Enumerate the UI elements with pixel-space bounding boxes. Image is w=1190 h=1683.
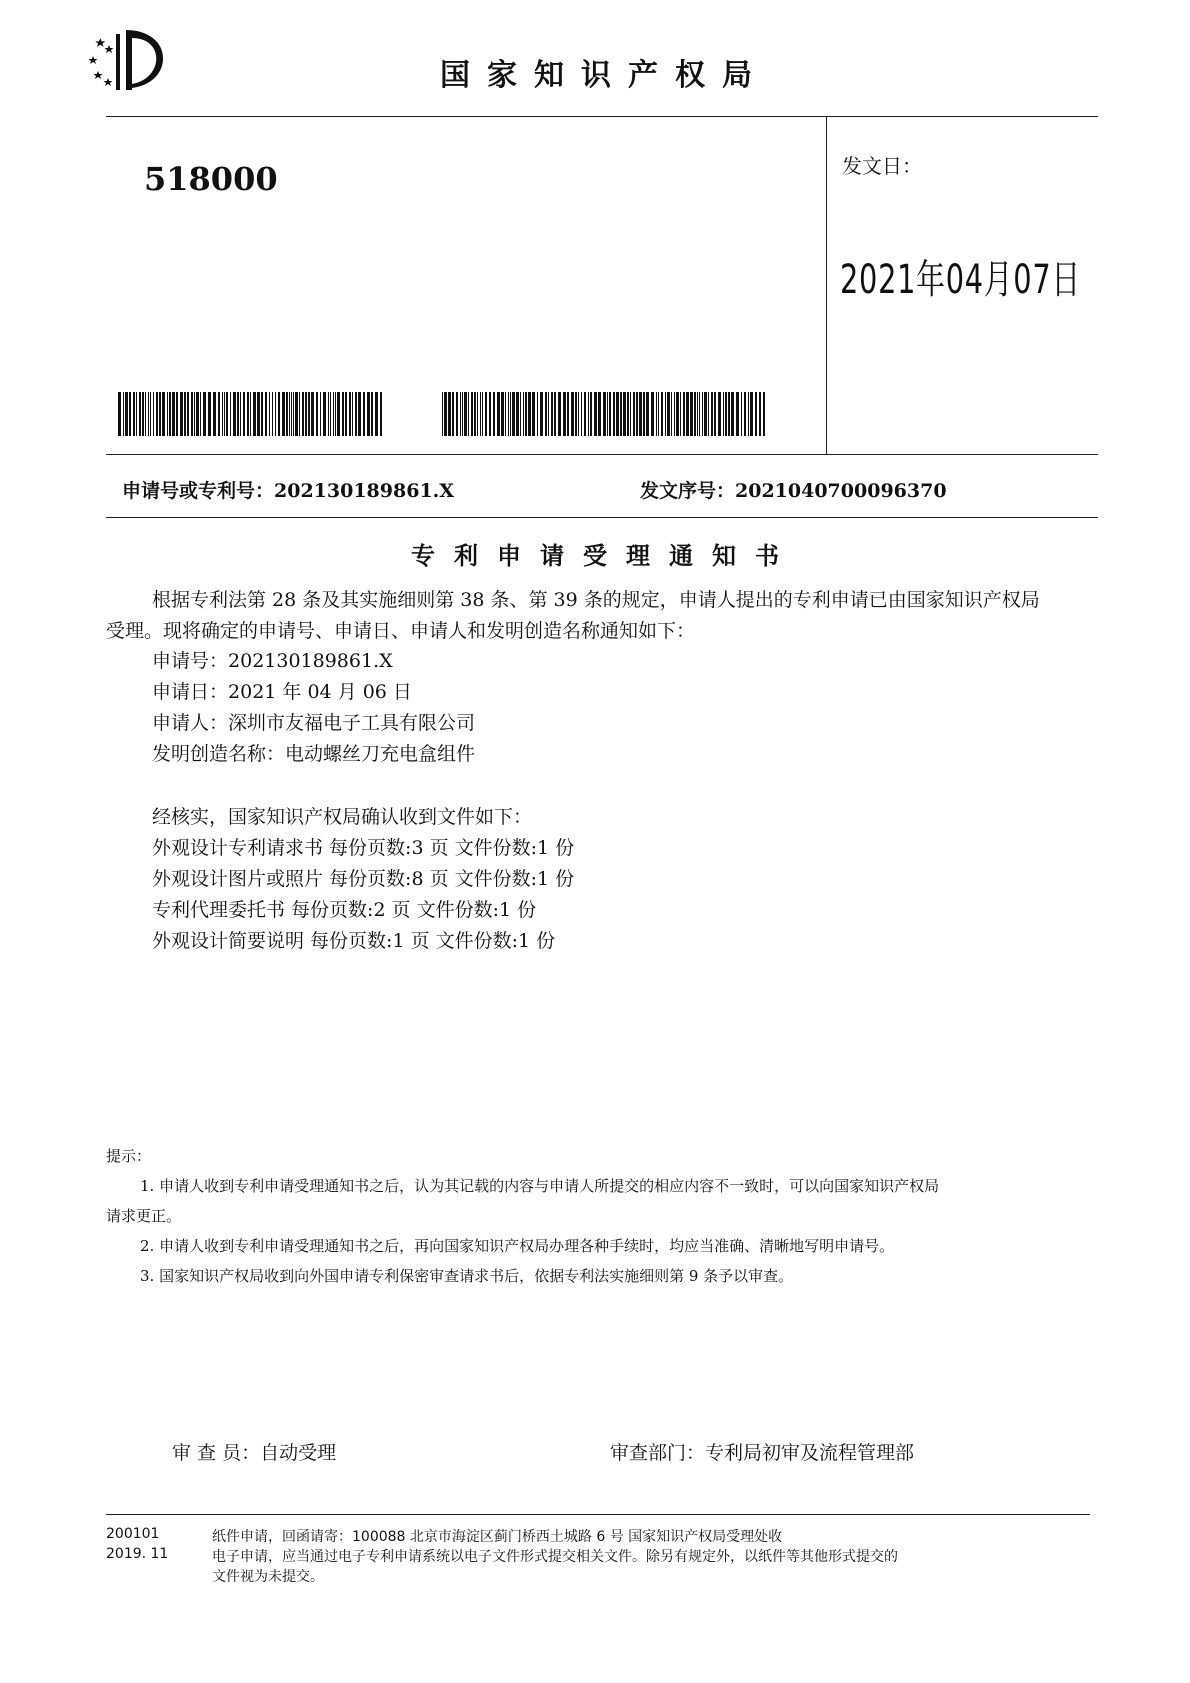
serial-number: 2021040700096370 [735,480,947,502]
barcode-bar [651,392,654,436]
footer-electronic-line-2: 文件视为未提交。 [212,1569,324,1585]
barcode-bar [551,392,553,436]
barcode-bar [176,392,178,436]
barcode-bar [607,392,608,436]
barcode-bar [203,392,206,436]
barcode-bar [480,392,481,436]
barcode-bar [153,392,154,436]
barcode-bar [468,392,469,436]
barcode-bar [702,392,703,436]
barcode-bar [704,392,707,436]
application-number-label: 申请号或专利号： [122,480,275,502]
barcode-bar [342,392,344,436]
barcode-bar [371,392,373,436]
date-column-divider [826,116,827,454]
barcode-bar [237,392,239,436]
barcode-bar [613,392,615,436]
barcode-bar [380,392,382,436]
barcode-bar [575,392,577,436]
department-value: 专利局初审及流程管理部 [705,1442,915,1464]
barcode-bar [293,392,294,436]
barcode-bar [456,392,458,436]
form-date: 2019. 11 [106,1546,169,1562]
barcode-bar [275,392,276,436]
document-item: 外观设计简要说明 每份页数:1 页 文件份数:1 份 [152,930,556,952]
barcode-bar [646,392,649,436]
examiner [172,1438,336,1465]
barcode-bar [750,392,753,436]
barcode-bar [187,392,189,436]
barcode-bar [448,392,451,436]
barcode-bar [464,392,467,436]
barcode-bar [508,392,509,436]
barcode-bar [250,392,251,436]
notice-title: 专利申请受理通知书 [411,542,798,570]
field-label: 发明创造名称： [152,743,286,765]
barcode-bar [633,392,635,436]
barcode-bar [656,392,657,436]
intro-line-1: 根据专利法第 28 条及其实施细则第 38 条、第 39 条的规定，申请人提出的专利申请已由国家知识产权局 [152,589,1040,611]
barcode-bar [537,392,538,436]
application-number-row [122,476,454,503]
hint-item-1: 1. 申请人收到专利申请受理通知书之后，认为其记载的内容与申请人所提交的相应内容不一致时，可以向国家知识产权局 [140,1177,940,1195]
barcode-bar [345,392,347,436]
barcode-bar [620,392,622,436]
field-value: 2021 年 04 月 06 日 [228,681,412,703]
barcode-bar [335,392,336,436]
barcode-bar [145,392,146,436]
barcode-bar [224,392,225,436]
barcode-bar [191,392,193,436]
barcode-bar [493,392,495,436]
barcode-bar [208,392,211,436]
barcode-bar [257,392,260,436]
barcode-bar [609,392,611,436]
barcode-bar [505,392,506,436]
hints-label: 提示： [106,1147,152,1165]
barcode-bar [525,392,527,436]
barcode-bar [728,392,730,436]
barcode-bar [731,392,734,436]
hint-item-3: 3. 国家知识产权局收到向外国申请专利保密审查请求书后，依据专利法实施细则第 9 条予以审查。 [140,1267,794,1285]
barcode-bar [584,392,586,436]
barcode-bar [623,392,626,436]
barcode-bar [269,392,270,436]
barcode-bar [489,392,491,436]
barcode-bar [510,392,511,436]
document-item: 外观设计专利请求书 每份页数:3 页 文件份数:1 份 [152,837,575,859]
field-value: 深圳市友福电子工具有限公司 [228,712,476,734]
barcode-bar [528,392,531,436]
barcode-bar [759,392,761,436]
barcode-bar [643,392,645,436]
barcode-bar [316,392,318,436]
barcode-bar [442,392,443,436]
barcode-bar [554,392,556,436]
barcode-bar [711,392,713,436]
barcode-bar [594,392,597,436]
barcode-bar [686,392,689,436]
document-item: 外观设计图片或照片 每份页数:8 页 文件份数:1 份 [152,868,575,890]
barcode-bar [125,392,128,436]
department [610,1438,914,1465]
header-rule [106,116,1098,117]
barcode-bar [172,392,175,436]
field-invention-title [152,739,475,766]
barcode-bar [567,392,569,436]
barcode-bar [243,392,245,436]
barcode-bar [162,392,165,436]
barcode-bar [460,392,461,436]
examiner-value: 自动受理 [260,1442,337,1464]
field-application-number [152,646,393,673]
barcode-bar [690,392,693,436]
barcode-bar [603,392,606,436]
barcode-bar [563,392,566,436]
barcode-bar [278,392,280,436]
footer-rule [106,1514,1090,1515]
barcode-bar [133,392,135,436]
barcode-bar [523,392,524,436]
barcode-bar [588,392,589,436]
barcode-bar [545,392,547,436]
barcode-bar [358,392,361,436]
barcode-bar [323,392,326,436]
issue-date: 2021年04月07日 [840,257,1081,303]
barcode-bar [763,392,765,436]
barcode-bar [532,392,535,436]
address-bottom-rule [106,454,1098,455]
barcode-bar [578,392,579,436]
barcode-bar [697,392,698,436]
barcode-bar [308,392,310,436]
barcode-bar [230,392,231,436]
barcode-bar [665,392,666,436]
field-applicant [152,708,475,735]
barcode-bar [150,392,151,436]
barcode-bar [444,392,447,436]
barcode-bar [636,392,638,436]
barcode-bar [184,392,186,436]
barcode-bar [194,392,195,436]
barcode-bar [352,392,353,436]
barcode-bar [748,392,749,436]
footer-paper-line: 纸件申请，回函请寄：100088 北京市海淀区蓟门桥西土城路 6 号 国家知识产权局受理处收 [212,1529,783,1545]
barcode-bar [725,392,727,436]
barcode-bar [289,392,290,436]
barcode-bar [139,392,141,436]
barcode-bar [136,392,137,436]
barcode-bar [741,392,742,436]
barcode-bar [295,392,298,436]
cnipa-logo [86,26,166,94]
barcode-bar [167,392,168,436]
barcode-bar [375,392,378,436]
footer-electronic-line-1: 电子申请，应当通过电子专利申请系统以电子文件形式提交相关文件。除另有规定外，以纸件等其他形式提交的 [212,1549,898,1565]
field-label: 申请日： [152,681,229,703]
barcode-bar [540,392,543,436]
barcode-bar [305,392,307,436]
barcode-bar [123,392,124,436]
barcode-bar [477,392,478,436]
barcode-bar [708,392,709,436]
documents-intro: 经核实，国家知识产权局确认收到文件如下： [152,806,533,828]
barcode-bar [680,392,681,436]
barcode-bar [501,392,504,436]
field-filing-date [152,677,412,704]
barcode-bar [272,392,273,436]
department-label: 审查部门： [610,1442,706,1464]
barcode-bar [196,392,199,436]
barcode-bar [482,392,483,436]
barcode-bar [452,392,454,436]
barcode-bar [129,392,131,436]
barcode-bar [674,392,675,436]
serial-number-label: 发文序号： [640,480,736,502]
barcode-bar [497,392,500,436]
barcode-bar [282,392,285,436]
barcode-bar [736,392,739,436]
barcode-bar [261,392,263,436]
barcode-bar [233,392,236,436]
barcode-bar [548,392,549,436]
barcode-bar [302,392,304,436]
field-value: 202130189861.X [228,650,393,672]
barcode-bar [671,392,672,436]
barcode-bar [520,392,521,436]
barcode-bar [683,392,685,436]
barcode-bar [512,392,515,436]
barcode-bar [571,392,574,436]
barcode-bar [311,392,314,436]
barcode-bar [169,392,171,436]
reference-bottom-rule [106,517,1098,518]
barcode-bar [363,392,365,436]
barcode-bar [337,392,340,436]
barcode-bar [156,392,158,436]
barcode-bar [200,392,201,436]
field-label: 申请号： [152,650,229,672]
barcode-bar [367,392,370,436]
barcode-bar [148,392,149,436]
barcode-bar [222,392,223,436]
hint-item-2: 2. 申请人收到专利申请受理通知书之后，再向国家知识产权局办理各种手续时，均应当准确、清晰地写明申请号。 [140,1237,895,1255]
barcode-bar [265,392,267,436]
barcode-bar [630,392,631,436]
barcode-bar [718,392,721,436]
barcode-bar [180,392,183,436]
barcode-bar [328,392,329,436]
barcode-bar [349,392,351,436]
barcode-bar [723,392,724,436]
barcode-bar [676,392,679,436]
form-code: 200101 [106,1526,160,1542]
barcode-bar [714,392,716,436]
barcode-bar [142,392,144,436]
barcode-bar [247,392,249,436]
office-title: 国家知识产权局 [440,58,769,93]
barcode-bar [485,392,487,436]
barcode-right [442,392,768,436]
barcode-bar [159,392,161,436]
field-value: 电动螺丝刀充电盒组件 [285,743,476,765]
barcode-bar [213,392,216,436]
barcode-bar [471,392,473,436]
barcode-bar [330,392,331,436]
barcode-bar [744,392,746,436]
barcode-bar [616,392,619,436]
barcode-bar [253,392,256,436]
hint-item-1-continued: 请求更正。 [106,1207,182,1225]
barcode-bar [699,392,700,436]
barcode-bar [755,392,757,436]
barcode-bar [667,392,670,436]
barcode-bar [658,392,659,436]
barcode-bar [581,392,582,436]
barcode-bar [694,392,696,436]
barcode-bar [218,392,220,436]
barcode-bar [639,392,642,436]
barcode-bar [299,392,300,436]
barcode-bar [320,392,321,436]
barcode-bar [355,392,357,436]
barcode-bar [462,392,463,436]
barcode-bar [226,392,228,436]
serial-number-row [640,476,947,503]
field-label: 申请人： [152,712,229,734]
issue-date-label: 发文日： [842,154,922,178]
barcode-bar [291,392,292,436]
barcode-bar [333,392,334,436]
barcode-bar [627,392,629,436]
intro-line-2: 受理。现将确定的申请号、申请日、申请人和发明创造名称通知如下： [106,620,696,642]
barcode-bar [661,392,663,436]
application-number: 202130189861.X [274,480,455,502]
barcode-bar [516,392,519,436]
barcode-bar [558,392,561,436]
barcode-left [118,392,386,436]
barcode-bar [474,392,476,436]
barcode-bar [590,392,592,436]
barcode-bar [118,392,121,436]
postcode: 518000 [144,160,278,198]
examiner-label: 审 查 员： [172,1442,261,1464]
barcode-bar [598,392,601,436]
document-item: 专利代理委托书 每份页数:2 页 文件份数:1 份 [152,899,537,921]
barcode-bar [286,392,288,436]
barcode-bar [240,392,241,436]
